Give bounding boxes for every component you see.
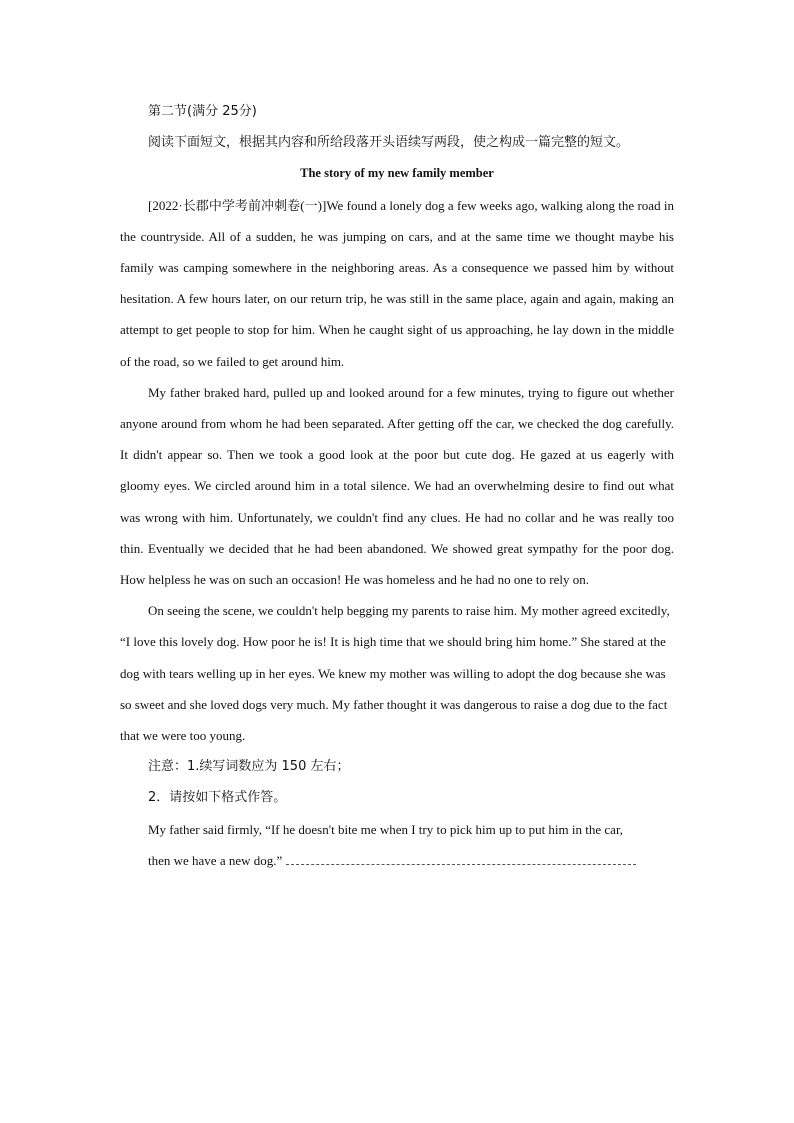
section-heading: 第二节(满分 25分) xyxy=(148,104,257,119)
instruction-text: 阅读下面短文，根据其内容和所给段落开头语续写两段，使之构成一篇完整的短文。 xyxy=(148,135,630,151)
continuation-second-line xyxy=(120,845,674,876)
story-paragraph-2: My father braked hard, pulled up and looked around for a few minutes, trying to figure out whether anyone around from whom he had been separated. After getting off the car, we checked the dog carefully. It didn't appear so. Then we took a good look at the poor but cute dog. He gazed at us eagerly with gloomy eyes. We circled around him in a total silence. We had an overwhelming desire to find out what was wrong with him. Unfortunately, we couldn't find any clues. He had no collar and he was really too thin. Eventually we decided that he had been abandoned. We showed great sympathy for the poor dog. How helpless he was on such an occasion! He was homeless and he had no one to rely on. xyxy=(120,384,674,588)
note-format: 2．请按如下格式作答。 xyxy=(148,790,287,806)
continuation-opening: My father said firmly, “If he doesn't bite me when I try to pick him up to put him in the car, xyxy=(148,821,624,837)
note-word-count: 注意：1.续写词数应为 150 左右； xyxy=(148,759,350,775)
story-paragraph-3: On seeing the scene, we couldn't help begging my parents to raise him. My mother agreed excitedly, “I love this lovely dog. How poor he is! It is high time that we should bring him home.” She stared at the dog with tears welling up in her eyes. We knew my mother was willing to adopt the dog because she was so sweet and she loved dogs very much. My father thought it was dangerous to raise a dog due to the fact that we were too young. xyxy=(120,603,670,744)
story-title: The story of my new family member xyxy=(300,166,494,181)
story-paragraph-1: [2022·长郡中学考前冲刺卷(一)]We found a lonely dog a few weeks ago, walking along the road in the countryside. All of a sudden, he was jumping on cars, and at the same time we thought maybe his family was camping somewhere in the neighboring areas. As a consequence we passed him by without hesitation. A few hours later, on our return trip, he was still in the same place, again and again, making an attempt to get people to stop for him. When he caught sight of us approaching, he lay down in the middle of the road, so we failed to get around him. xyxy=(120,197,674,369)
exam-page xyxy=(120,96,674,876)
answer-blank-line[interactable] xyxy=(286,854,636,865)
continuation-second-line-text: then we have a new dog.” xyxy=(148,852,283,868)
